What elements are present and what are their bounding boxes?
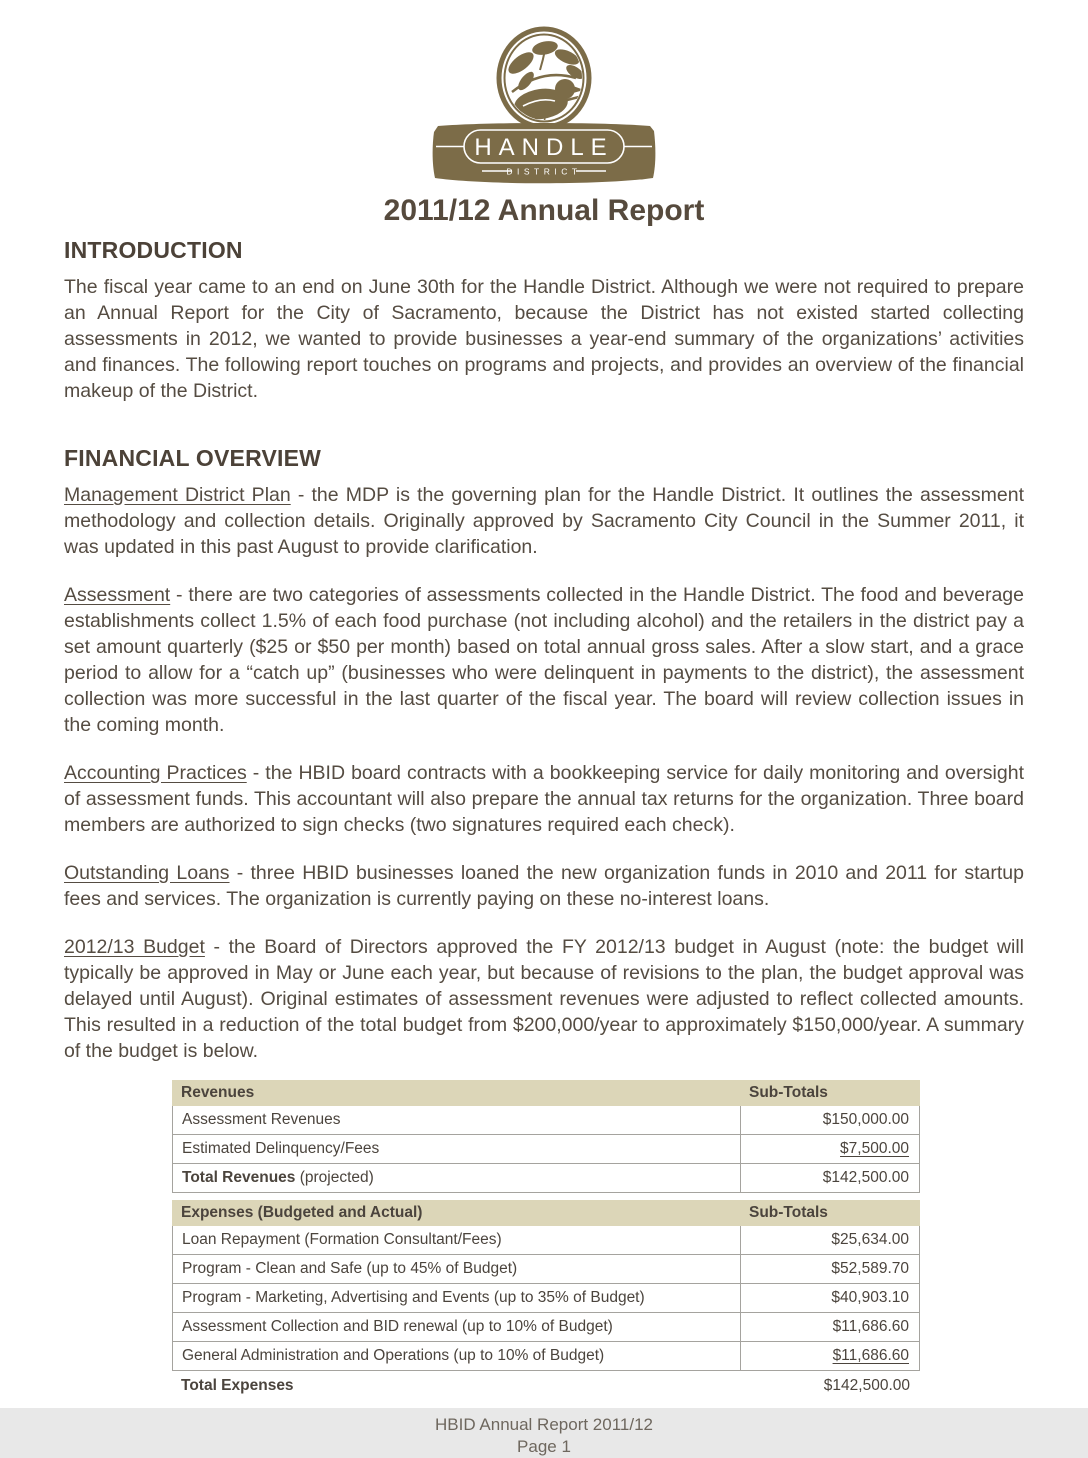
paragraph-outstanding-loans [64,860,1024,912]
paragraph-lead: Assessment [64,584,171,606]
total-expenses-value: $142,500.00 [823,1377,910,1394]
paragraph-lead: Management District Plan [64,484,291,506]
table-row [173,1312,919,1341]
table-row [173,1134,919,1163]
table-row [173,1341,919,1370]
paragraph-budget [64,934,1024,1064]
row-value: $150,000.00 [740,1106,919,1134]
paragraph-accounting-practices [64,760,1024,838]
expenses-header-row [172,1200,920,1226]
paragraph-text: - the HBID board contracts with a bookkeeping service for daily monitoring and oversight of assessment funds. This accountant will also prepare the annual tax returns for the organization. Three board members are authorized to sign checks (two signatures required each check). [64,762,1024,836]
table-row [173,1163,919,1192]
expenses-header-subtotals: Sub-Totals [749,1204,828,1221]
paragraph-text: - there are two categories of assessments collected in the Handle District. The food and beverage establishments collect 1.5% of each food purchase (not including alcohol) and the retailers in the district pay a set amount quarterly ($25 or $50 per month) based on total annual gross sales. After a slow start, and a grace period to allow for a “catch up” (businesses who were delinquent in payments to the district), the assessment collection was more successful in the last quarter of the fiscal year. The board will review collection issues in the coming month. [64,584,1024,736]
table-row [173,1106,919,1134]
revenues-header-row [172,1080,920,1106]
total-expenses-row [172,1371,920,1400]
paragraph-management-district-plan [64,482,1024,560]
row-label-note: (projected) [295,1169,374,1186]
row-value: $11,686.60 [740,1342,919,1370]
row-label: Program - Marketing, Advertising and Events (up to 35% of Budget) [182,1289,645,1306]
table-row [173,1283,919,1312]
row-label: Program - Clean and Safe (up to 45% of Budget) [182,1260,518,1277]
table-row [173,1254,919,1283]
row-label [173,1164,740,1192]
section-heading-introduction: INTRODUCTION [64,237,243,263]
budget-table [172,1080,920,1400]
expenses-body [172,1226,920,1371]
page-footer [0,1414,1088,1458]
introduction-paragraph: The fiscal year came to an end on June 30th for the Handle District. Although we were not required to prepare an Annual Report for the City of Sacramento, because the District has not existed started collecting assessments in 2012, we wanted to provide businesses a year-end summary of the organizations’ activities and finances. The following report touches on programs and projects, and provides an overview of the financial makeup of the District. [64,276,1024,402]
footer-page-number: Page 1 [517,1437,571,1456]
total-expenses-label: Total Expenses [181,1377,294,1394]
row-value: $142,500.00 [740,1164,919,1192]
handle-district-logo [0,20,1088,184]
paragraph-lead: 2012/13 Budget [64,936,205,958]
row-value: $40,903.10 [740,1284,919,1312]
row-label: Assessment Revenues [182,1111,341,1128]
row-label-bold: Total Revenues [182,1169,296,1186]
page-title: 2011/12 Annual Report [383,194,705,227]
row-value: $11,686.60 [740,1313,919,1341]
paragraph-assessment [64,582,1024,738]
row-label: Loan Repayment (Formation Consultant/Fees) [182,1231,502,1248]
row-label: Estimated Delinquency/Fees [182,1140,380,1157]
logo-subword: DISTRICT [506,166,582,177]
paragraph-text: - three HBID businesses loaned the new organization funds in 2010 and 2011 for startup fees and services. The organization is currently paying on these no-interest loans. [64,862,1024,910]
paragraph-text: - the Board of Directors approved the FY 2012/13 budget in August (note: the budget will typically be approved in May or June each year, but because of revisions to the plan, the budget approval was delayed until August). Original estimates of assessment revenues were adjusted to reflect collected amounts. This resulted in a reduction of the total budget from $200,000/year to approximately $150,000/year. A summary of the budget is below. [64,936,1024,1062]
paragraph-text: - the MDP is the governing plan for the Handle District. It outlines the assessment methodology and collection details. Originally approved by Sacramento City Council in the Summer 2011, it was updated in this past August to provide clarification. [64,484,1024,558]
bird-branch-emblem-icon [424,20,664,184]
revenues-header-subtotals: Sub-Totals [749,1084,828,1101]
table-row [173,1226,919,1254]
revenues-header-label: Revenues [181,1084,255,1101]
logo-wordmark: HANDLE [474,134,614,161]
row-label: Assessment Collection and BID renewal (up to 10% of Budget) [182,1318,613,1335]
section-heading-financial-overview: FINANCIAL OVERVIEW [64,445,322,471]
paragraph-lead: Accounting Practices [64,762,247,784]
expenses-header-label: Expenses (Budgeted and Actual) [181,1204,423,1221]
row-value: $52,589.70 [740,1255,919,1283]
revenues-body [172,1106,920,1193]
row-label: General Administration and Operations (up to 10% of Budget) [182,1347,605,1364]
row-value: $25,634.00 [740,1226,919,1254]
row-value: $7,500.00 [740,1135,919,1163]
paragraph-lead: Outstanding Loans [64,862,230,884]
footer-report-name: HBID Annual Report 2011/12 [435,1415,653,1434]
